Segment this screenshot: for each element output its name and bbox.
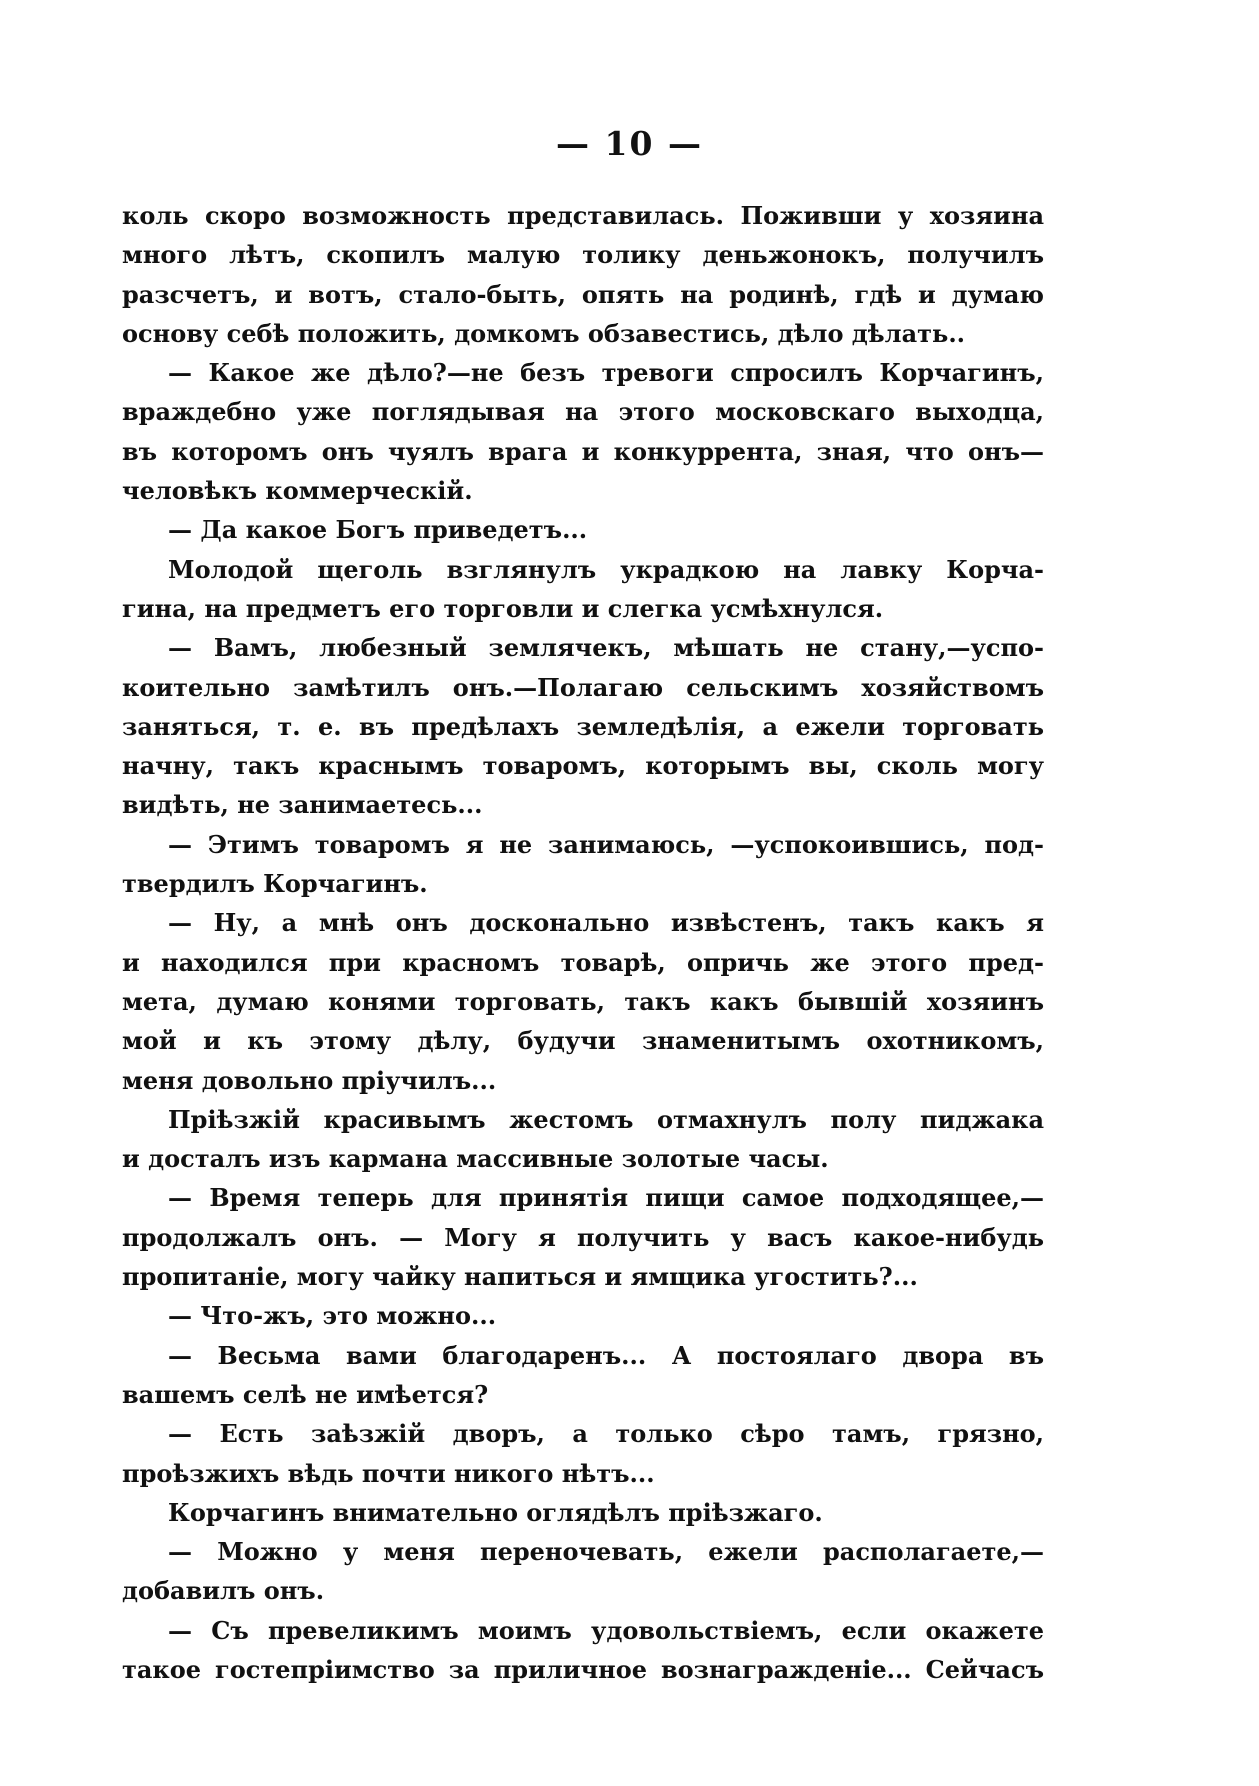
text-line: и досталъ изъ кармана массивные золотые часы. xyxy=(122,1144,829,1174)
text-line: — Какое же дѣло?—не безъ тревоги спросилъ Корчагинъ, xyxy=(168,358,1044,388)
text-line: меня довольно пріучилъ... xyxy=(122,1065,497,1095)
text-line: — Этимъ товаромъ я не занимаюсь, —успокоившись, под- xyxy=(168,829,1044,859)
text-line: Молодой щеголь взглянулъ украдкою на лавку Корча- xyxy=(168,554,1044,584)
text-line: начну, такъ краснымъ товаромъ, которымъ вы, сколь могу xyxy=(122,751,1044,781)
text-line: Корчагинъ внимательно оглядѣлъ пріѣзжаго. xyxy=(168,1497,823,1527)
text-line: — Можно у меня переночевать, ежели располагаете,— xyxy=(168,1537,1044,1567)
page-number: — 10 — xyxy=(556,124,703,163)
text-line: гина, на предметъ его торговли и слегка усмѣхнулся. xyxy=(122,593,884,623)
text-line: мой и къ этому дѣлу, будучи знаменитымъ охотникомъ, xyxy=(122,1026,1044,1056)
text-line: основу себѣ положить, домкомъ обзавестись, дѣло дѣлать.. xyxy=(122,318,966,348)
text-line: — Ну, а мнѣ онъ досконально извѣстенъ, такъ какъ я xyxy=(168,908,1044,938)
text-line: пропитаніе, могу чайку напиться и ямщика угостить?... xyxy=(122,1262,918,1292)
text-line: такое гостепріимство за приличное вознагражденіе... Сейчасъ xyxy=(122,1654,1044,1684)
text-line: — Весьма вами благодаренъ... А постоялаго двора въ xyxy=(168,1340,1044,1370)
text-line: разсчетъ, и вотъ, стало-быть, опять на родинѣ, гдѣ и думаю xyxy=(122,279,1044,309)
text-line: — Вамъ, любезный землячекъ, мѣшать не стану,—успо- xyxy=(168,633,1044,663)
text-line: много лѣтъ, скопилъ малую толику деньжонокъ, получилъ xyxy=(122,240,1044,270)
text-line: коль скоро возможность представилась. Поживши у хозяина xyxy=(122,201,1044,230)
text-line: — Время теперь для принятія пищи самое подходящее,— xyxy=(168,1183,1044,1213)
text-line: человѣкъ коммерческій. xyxy=(122,476,473,506)
text-line: заняться, т. е. въ предѣлахъ земледѣлія, а ежели торговать xyxy=(122,711,1044,741)
text-line: враждебно уже поглядывая на этого московскаго выходца, xyxy=(122,397,1044,427)
text-line: продолжалъ онъ. — Могу я получить у васъ какое-нибудь xyxy=(122,1222,1044,1252)
text-line: коительно замѣтилъ онъ.—Полагаю сельскимъ хозяйствомъ xyxy=(122,672,1044,702)
text-line: мета, думаю конями торговать, такъ какъ бывшій хозяинъ xyxy=(122,986,1044,1016)
text-line: въ которомъ онъ чуялъ врага и конкуррента, зная, что онъ— xyxy=(122,436,1044,466)
text-line: — Да какое Богъ приведетъ... xyxy=(168,515,588,545)
text-line: Пріѣзжій красивымъ жестомъ отмахнулъ полу пиджака xyxy=(168,1104,1044,1134)
page-body-text xyxy=(122,196,1044,1689)
text-line: — Что-жъ, это можно... xyxy=(168,1301,497,1331)
text-line: вашемъ селѣ не имѣется? xyxy=(122,1379,489,1409)
text-line: видѣть, не занимаетесь... xyxy=(122,790,483,820)
text-line: проѣзжихъ вѣдь почти никого нѣтъ... xyxy=(122,1458,655,1488)
text-line: добавилъ онъ. xyxy=(122,1576,325,1606)
text-line: — Съ превеликимъ моимъ удовольствіемъ, если окажете xyxy=(168,1615,1044,1645)
text-line: и находился при красномъ товарѣ, опричь же этого пред- xyxy=(122,947,1044,977)
text-line: твердилъ Корчагинъ. xyxy=(122,869,428,899)
text-line: — Есть заѣзжій дворъ, а только сѣро тамъ, грязно, xyxy=(168,1419,1044,1449)
